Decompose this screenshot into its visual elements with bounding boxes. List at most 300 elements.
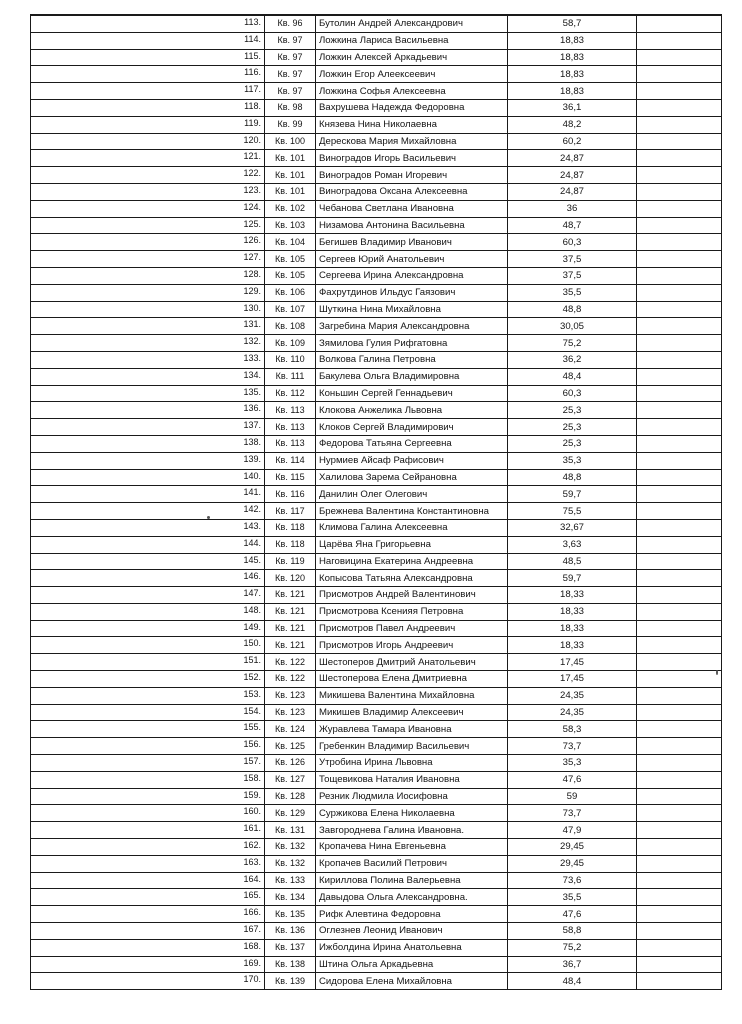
empty-cell [637, 49, 722, 66]
owners-register-sheet [30, 14, 722, 990]
table-row [31, 855, 722, 872]
area-cell: 58,7 [508, 15, 637, 32]
row-number-cell: 157. [31, 755, 265, 772]
owner-name-cell: Присмотров Павел Андреевич [316, 620, 508, 637]
apartment-cell: Кв. 137 [265, 939, 316, 956]
table-row [31, 637, 722, 654]
area-cell: 73,7 [508, 805, 637, 822]
empty-cell [637, 15, 722, 32]
apartment-cell: Кв. 121 [265, 587, 316, 604]
table-row [31, 771, 722, 788]
row-number-cell: 125. [31, 217, 265, 234]
apartment-cell: Кв. 133 [265, 872, 316, 889]
row-number-cell: 123. [31, 183, 265, 200]
empty-cell [637, 721, 722, 738]
row-number-cell: 167. [31, 923, 265, 940]
owner-name-cell: Зямилова Гулия Рифгатовна [316, 335, 508, 352]
area-cell: 25,3 [508, 419, 637, 436]
table-row [31, 251, 722, 268]
row-number-cell: 161. [31, 822, 265, 839]
row-number-cell: 130. [31, 301, 265, 318]
table-row [31, 452, 722, 469]
row-number-cell: 148. [31, 603, 265, 620]
owners-table-body [31, 15, 722, 990]
apartment-cell: Кв. 97 [265, 32, 316, 49]
row-number-cell: 146. [31, 570, 265, 587]
owner-name-cell: Коньшин Сергей Геннадьевич [316, 385, 508, 402]
table-row [31, 738, 722, 755]
owner-name-cell: Шестоперова Елена Дмитриевна [316, 671, 508, 688]
table-row [31, 150, 722, 167]
empty-cell [637, 620, 722, 637]
apartment-cell: Кв. 124 [265, 721, 316, 738]
row-number-cell: 142. [31, 503, 265, 520]
apartment-cell: Кв. 131 [265, 822, 316, 839]
empty-cell [637, 654, 722, 671]
area-cell: 36,1 [508, 99, 637, 116]
apartment-cell: Кв. 126 [265, 755, 316, 772]
row-number-cell: 118. [31, 99, 265, 116]
apartment-cell: Кв. 103 [265, 217, 316, 234]
table-row [31, 872, 722, 889]
owner-name-cell: Ложкин Егор Алеексеевич [316, 66, 508, 83]
apartment-cell: Кв. 110 [265, 351, 316, 368]
owner-name-cell: Чебанова Светлана Ивановна [316, 200, 508, 217]
apartment-cell: Кв. 121 [265, 603, 316, 620]
area-cell: 48,4 [508, 973, 637, 990]
apartment-cell: Кв. 99 [265, 116, 316, 133]
apartment-cell: Кв. 114 [265, 452, 316, 469]
apartment-cell: Кв. 118 [265, 519, 316, 536]
area-cell: 48,5 [508, 553, 637, 570]
row-number-cell: 169. [31, 956, 265, 973]
row-number-cell: 128. [31, 267, 265, 284]
empty-cell [637, 923, 722, 940]
apartment-cell: Кв. 122 [265, 671, 316, 688]
row-number-cell: 122. [31, 167, 265, 184]
empty-cell [637, 234, 722, 251]
apartment-cell: Кв. 101 [265, 150, 316, 167]
row-number-cell: 114. [31, 32, 265, 49]
empty-cell [637, 671, 722, 688]
area-cell: 25,3 [508, 435, 637, 452]
area-cell: 59,7 [508, 486, 637, 503]
owner-name-cell: Ложкин Алексей Аркадьевич [316, 49, 508, 66]
row-number-cell: 155. [31, 721, 265, 738]
owner-name-cell: Клокова Анжелика Львовна [316, 402, 508, 419]
apartment-cell: Кв. 97 [265, 83, 316, 100]
area-cell: 75,2 [508, 939, 637, 956]
apartment-cell: Кв. 120 [265, 570, 316, 587]
row-number-cell: 134. [31, 368, 265, 385]
table-row [31, 839, 722, 856]
row-number-cell: 158. [31, 771, 265, 788]
row-number-cell: 154. [31, 704, 265, 721]
row-number-cell: 126. [31, 234, 265, 251]
area-cell: 47,9 [508, 822, 637, 839]
area-cell: 47,6 [508, 771, 637, 788]
area-cell: 25,3 [508, 402, 637, 419]
table-row [31, 486, 722, 503]
row-number-cell: 162. [31, 839, 265, 856]
empty-cell [637, 251, 722, 268]
empty-cell [637, 99, 722, 116]
table-row [31, 99, 722, 116]
row-number-cell: 164. [31, 872, 265, 889]
owner-name-cell: Данилин Олег Олегович [316, 486, 508, 503]
table-row [31, 469, 722, 486]
apartment-cell: Кв. 121 [265, 620, 316, 637]
area-cell: 58,8 [508, 923, 637, 940]
table-row [31, 721, 722, 738]
table-row [31, 671, 722, 688]
owner-name-cell: Копысова Татьяна Александровна [316, 570, 508, 587]
empty-cell [637, 83, 722, 100]
owner-name-cell: Халилова Зарема Сейрановна [316, 469, 508, 486]
empty-cell [637, 486, 722, 503]
empty-cell [637, 839, 722, 856]
empty-cell [637, 452, 722, 469]
table-row [31, 318, 722, 335]
owner-name-cell: Давыдова Ольга Александровна. [316, 889, 508, 906]
empty-cell [637, 385, 722, 402]
area-cell: 48,4 [508, 368, 637, 385]
area-cell: 75,2 [508, 335, 637, 352]
apartment-cell: Кв. 136 [265, 923, 316, 940]
area-cell: 18,33 [508, 637, 637, 654]
table-row [31, 939, 722, 956]
empty-cell [637, 167, 722, 184]
table-row [31, 83, 722, 100]
row-number-cell: 152. [31, 671, 265, 688]
area-cell: 37,5 [508, 267, 637, 284]
area-cell: 17,45 [508, 671, 637, 688]
owner-name-cell: Брежнева Валентина Константиновна [316, 503, 508, 520]
owner-name-cell: Бегишев Владимир Иванович [316, 234, 508, 251]
row-number-cell: 135. [31, 385, 265, 402]
row-number-cell: 149. [31, 620, 265, 637]
row-number-cell: 138. [31, 435, 265, 452]
apartment-cell: Кв. 111 [265, 368, 316, 385]
area-cell: 36,7 [508, 956, 637, 973]
apartment-cell: Кв. 117 [265, 503, 316, 520]
table-row [31, 133, 722, 150]
table-row [31, 402, 722, 419]
empty-cell [637, 435, 722, 452]
row-number-cell: 156. [31, 738, 265, 755]
empty-cell [637, 150, 722, 167]
table-row [31, 200, 722, 217]
empty-cell [637, 402, 722, 419]
empty-cell [637, 133, 722, 150]
empty-cell [637, 553, 722, 570]
owner-name-cell: Суржикова Елена Николаевна [316, 805, 508, 822]
row-number-cell: 144. [31, 536, 265, 553]
apartment-cell: Кв. 102 [265, 200, 316, 217]
owner-name-cell: Князева Нина Николаевна [316, 116, 508, 133]
area-cell: 48,7 [508, 217, 637, 234]
empty-cell [637, 587, 722, 604]
table-row [31, 267, 722, 284]
owner-name-cell: Бутолин Андрей Александрович [316, 15, 508, 32]
row-number-cell: 143. [31, 519, 265, 536]
area-cell: 59 [508, 788, 637, 805]
area-cell: 18,83 [508, 49, 637, 66]
row-number-cell: 117. [31, 83, 265, 100]
empty-cell [637, 687, 722, 704]
empty-cell [637, 755, 722, 772]
apartment-cell: Кв. 115 [265, 469, 316, 486]
area-cell: 35,3 [508, 452, 637, 469]
table-row [31, 435, 722, 452]
area-cell: 24,35 [508, 687, 637, 704]
area-cell: 35,5 [508, 889, 637, 906]
area-cell: 35,5 [508, 284, 637, 301]
table-row [31, 167, 722, 184]
area-cell: 59,7 [508, 570, 637, 587]
owner-name-cell: Клоков Сергей Владимирович [316, 419, 508, 436]
empty-cell [637, 637, 722, 654]
owner-name-cell: Загребина Мария Александровна [316, 318, 508, 335]
empty-cell [637, 217, 722, 234]
area-cell: 35,3 [508, 755, 637, 772]
empty-cell [637, 318, 722, 335]
apartment-cell: Кв. 134 [265, 889, 316, 906]
apartment-cell: Кв. 123 [265, 704, 316, 721]
table-row [31, 805, 722, 822]
owner-name-cell: Сидорова Елена Михайловна [316, 973, 508, 990]
table-row [31, 217, 722, 234]
owner-name-cell: Микишева Валентина Михайловна [316, 687, 508, 704]
owner-name-cell: Резник Людмила Иосифовна [316, 788, 508, 805]
owner-name-cell: Вахрушева Надежда Федоровна [316, 99, 508, 116]
row-number-cell: 113. [31, 15, 265, 32]
row-number-cell: 131. [31, 318, 265, 335]
area-cell: 58,3 [508, 721, 637, 738]
apartment-cell: Кв. 100 [265, 133, 316, 150]
area-cell: 60,2 [508, 133, 637, 150]
table-row [31, 906, 722, 923]
owner-name-cell: Кропачев Василий Петрович [316, 855, 508, 872]
area-cell: 36,2 [508, 351, 637, 368]
apartment-cell: Кв. 107 [265, 301, 316, 318]
empty-cell [637, 973, 722, 990]
table-row [31, 570, 722, 587]
row-number-cell: 129. [31, 284, 265, 301]
row-number-cell: 160. [31, 805, 265, 822]
empty-cell [637, 956, 722, 973]
apartment-cell: Кв. 109 [265, 335, 316, 352]
table-row [31, 687, 722, 704]
area-cell: 29,45 [508, 839, 637, 856]
owner-name-cell: Тощевикова Наталия Ивановна [316, 771, 508, 788]
area-cell: 48,8 [508, 301, 637, 318]
owner-name-cell: Завгороднева Галина Ивановна. [316, 822, 508, 839]
table-row [31, 620, 722, 637]
table-row [31, 351, 722, 368]
row-number-cell: 165. [31, 889, 265, 906]
area-cell: 60,3 [508, 234, 637, 251]
row-number-cell: 163. [31, 855, 265, 872]
empty-cell [637, 771, 722, 788]
table-row [31, 536, 722, 553]
apartment-cell: Кв. 123 [265, 687, 316, 704]
owner-name-cell: Волкова Галина Петровна [316, 351, 508, 368]
row-number-cell: 132. [31, 335, 265, 352]
area-cell: 30,05 [508, 318, 637, 335]
row-number-cell: 159. [31, 788, 265, 805]
apartment-cell: Кв. 128 [265, 788, 316, 805]
owner-name-cell: Сергеев Юрий Анатольевич [316, 251, 508, 268]
table-row [31, 32, 722, 49]
apartment-cell: Кв. 96 [265, 15, 316, 32]
table-row [31, 822, 722, 839]
area-cell: 36 [508, 200, 637, 217]
empty-cell [637, 704, 722, 721]
apartment-cell: Кв. 139 [265, 973, 316, 990]
empty-cell [637, 855, 722, 872]
empty-cell [637, 906, 722, 923]
owner-name-cell: Низамова Антонина Васильевна [316, 217, 508, 234]
row-number-cell: 150. [31, 637, 265, 654]
area-cell: 32,67 [508, 519, 637, 536]
empty-cell [637, 805, 722, 822]
empty-cell [637, 872, 722, 889]
owner-name-cell: Присмотрова Ксенияя Петровна [316, 603, 508, 620]
empty-cell [637, 66, 722, 83]
apartment-cell: Кв. 105 [265, 267, 316, 284]
owner-name-cell: Микишев Владимир Алексеевич [316, 704, 508, 721]
apartment-cell: Кв. 135 [265, 906, 316, 923]
area-cell: 48,8 [508, 469, 637, 486]
row-number-cell: 124. [31, 200, 265, 217]
owner-name-cell: Штина Ольга Аркадьевна [316, 956, 508, 973]
empty-cell [637, 116, 722, 133]
owner-name-cell: Журавлева Тамара Ивановна [316, 721, 508, 738]
owner-name-cell: Ижболдина Ирина Анатольевна [316, 939, 508, 956]
row-number-cell: 166. [31, 906, 265, 923]
empty-cell [637, 603, 722, 620]
apartment-cell: Кв. 113 [265, 435, 316, 452]
area-cell: 18,83 [508, 32, 637, 49]
owner-name-cell: Кириллова Полина Валерьевна [316, 872, 508, 889]
area-cell: 48,2 [508, 116, 637, 133]
apartment-cell: Кв. 106 [265, 284, 316, 301]
apartment-cell: Кв. 98 [265, 99, 316, 116]
row-number-cell: 136. [31, 402, 265, 419]
table-row [31, 553, 722, 570]
apartment-cell: Кв. 101 [265, 167, 316, 184]
owner-name-cell: Гребенкин Владимир Васильевич [316, 738, 508, 755]
row-number-cell: 139. [31, 452, 265, 469]
table-row [31, 234, 722, 251]
row-number-cell: 120. [31, 133, 265, 150]
apartment-cell: Кв. 129 [265, 805, 316, 822]
area-cell: 18,83 [508, 66, 637, 83]
row-number-cell: 153. [31, 687, 265, 704]
apartment-cell: Кв. 125 [265, 738, 316, 755]
owner-name-cell: Сергеева Ирина Александровна [316, 267, 508, 284]
table-row [31, 419, 722, 436]
empty-cell [637, 889, 722, 906]
owner-name-cell: Присмотров Игорь Андреевич [316, 637, 508, 654]
area-cell: 47,6 [508, 906, 637, 923]
owner-name-cell: Ложкина Лариса Васильевна [316, 32, 508, 49]
area-cell: 24,87 [508, 183, 637, 200]
owner-name-cell: Виноградов Игорь Васильевич [316, 150, 508, 167]
table-row [31, 755, 722, 772]
row-number-cell: 119. [31, 116, 265, 133]
scan-speck [207, 516, 210, 519]
apartment-cell: Кв. 121 [265, 637, 316, 654]
row-number-cell: 170. [31, 973, 265, 990]
apartment-cell: Кв. 116 [265, 486, 316, 503]
row-number-cell: 137. [31, 419, 265, 436]
empty-cell [637, 503, 722, 520]
row-number-cell: 145. [31, 553, 265, 570]
owner-name-cell: Виноградов Роман Игоревич [316, 167, 508, 184]
empty-cell [637, 200, 722, 217]
area-cell: 37,5 [508, 251, 637, 268]
table-row [31, 284, 722, 301]
empty-cell [637, 738, 722, 755]
area-cell: 24,35 [508, 704, 637, 721]
table-row [31, 49, 722, 66]
scan-speck [716, 670, 718, 675]
area-cell: 75,5 [508, 503, 637, 520]
table-row [31, 368, 722, 385]
row-number-cell: 151. [31, 654, 265, 671]
empty-cell [637, 183, 722, 200]
apartment-cell: Кв. 97 [265, 49, 316, 66]
table-row [31, 66, 722, 83]
table-row [31, 385, 722, 402]
empty-cell [637, 32, 722, 49]
area-cell: 29,45 [508, 855, 637, 872]
area-cell: 24,87 [508, 150, 637, 167]
apartment-cell: Кв. 119 [265, 553, 316, 570]
owner-name-cell: Фахрутдинов Ильдус Гаязович [316, 284, 508, 301]
area-cell: 60,3 [508, 385, 637, 402]
area-cell: 73,6 [508, 872, 637, 889]
owner-name-cell: Климова Галина Алексеевна [316, 519, 508, 536]
owner-name-cell: Оглезнев Леонид Иванович [316, 923, 508, 940]
apartment-cell: Кв. 113 [265, 419, 316, 436]
owner-name-cell: Дерескова Мария Михайловна [316, 133, 508, 150]
area-cell: 17,45 [508, 654, 637, 671]
area-cell: 73,7 [508, 738, 637, 755]
apartment-cell: Кв. 112 [265, 385, 316, 402]
apartment-cell: Кв. 132 [265, 839, 316, 856]
row-number-cell: 140. [31, 469, 265, 486]
owner-name-cell: Шестоперов Дмитрий Анатольевич [316, 654, 508, 671]
apartment-cell: Кв. 105 [265, 251, 316, 268]
area-cell: 18,33 [508, 587, 637, 604]
table-row [31, 116, 722, 133]
table-row [31, 587, 722, 604]
owners-table [30, 14, 722, 990]
table-row [31, 519, 722, 536]
area-cell: 24,87 [508, 167, 637, 184]
empty-cell [637, 536, 722, 553]
area-cell: 18,33 [508, 620, 637, 637]
row-number-cell: 141. [31, 486, 265, 503]
row-number-cell: 127. [31, 251, 265, 268]
empty-cell [637, 519, 722, 536]
area-cell: 18,33 [508, 603, 637, 620]
apartment-cell: Кв. 101 [265, 183, 316, 200]
row-number-cell: 168. [31, 939, 265, 956]
